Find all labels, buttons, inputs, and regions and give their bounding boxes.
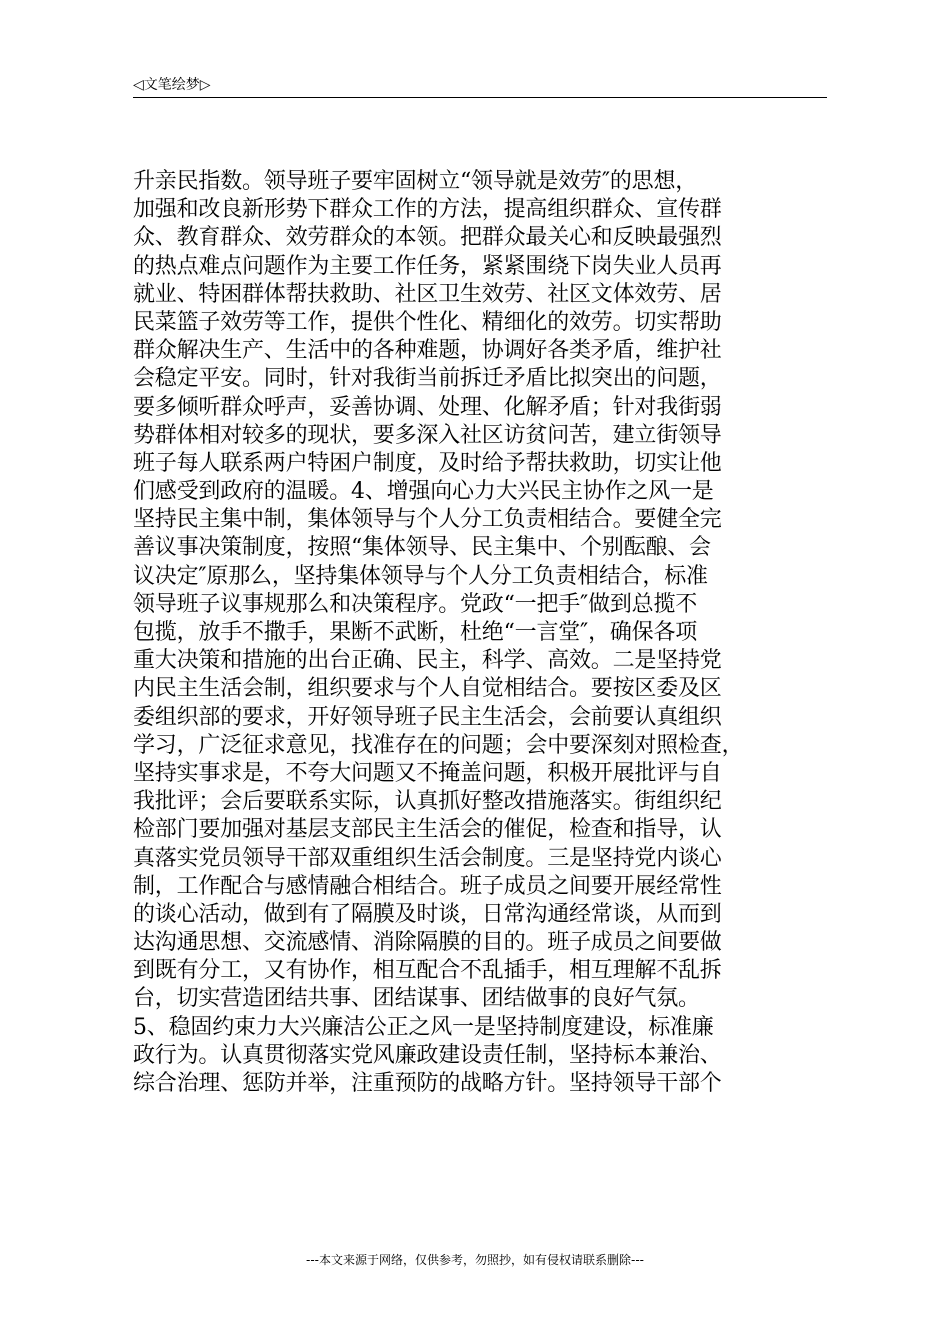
body-line: 检部门要加强对基层支部民主生活会的催促，检查和指导，认 xyxy=(133,817,722,843)
body-line: 内民主生活会制，组织要求与个人自觉相结合。要按区委及区 xyxy=(133,676,722,702)
page-header xyxy=(133,76,827,98)
body-line: 议决定″原那么，坚持集体领导与个人分工负责相结合，标准 xyxy=(133,563,708,589)
body-line: 要多倾听群众呼声，妥善协调、处理、化解矛盾；针对我街弱 xyxy=(133,394,722,420)
body-line: 我批评；会后要联系实际，认真抓好整改措施落实。街组织纪 xyxy=(133,789,722,815)
body-line: 就业、特困群体帮扶救助、社区卫生效劳、社区文体效劳、居 xyxy=(133,281,722,307)
header-divider xyxy=(133,97,827,98)
body-line: 领导班子议事规那么和决策程序。党政“一把手″做到总揽不 xyxy=(133,591,698,617)
body-line: 加强和改良新形势下群众工作的方法，提高组织群众、宣传群 xyxy=(133,197,722,223)
body-line: 综合治理、惩防并举，注重预防的战略方针。坚持领导干部个 xyxy=(133,1071,722,1096)
body-line: 升亲民指数。领导班子要牢固树立“领导就是效劳″的思想， xyxy=(133,169,698,194)
body-line: 善议事决策制度，按照“集体领导、民主集中、个别酝酿、会 xyxy=(133,535,711,561)
body-line: 的热点难点问题作为主要工作任务，紧紧围绕下岗失业人员再 xyxy=(133,253,722,279)
body-line: 班子每人联系两户特困户制度，及时给予帮扶救助，切实让他 xyxy=(133,450,722,476)
body-line: 包揽，放手不撒手，果断不武断，杜绝“一言堂″，确保各项 xyxy=(133,620,698,645)
body-line: 坚持民主集中制，集体领导与个人分工负责相结合。要健全完 xyxy=(133,507,722,533)
body-line: 台，切实营造团结共事、团结谋事、团结做事的良好气氛。 xyxy=(133,986,700,1012)
body-line: 民菜篮子效劳等工作，提供个性化、精细化的效劳。切实帮助 xyxy=(133,309,722,335)
document-body xyxy=(133,168,833,1098)
body-line: 们感受到政府的温暖。4、增强向心力大兴民主协作之风一是 xyxy=(133,479,714,505)
body-line: 众、教育群众、效劳群众的本领。把群众最关心和反映最强烈 xyxy=(133,225,722,251)
body-line: 的谈心活动，做到有了隔膜及时谈，日常沟通经常谈，从而到 xyxy=(133,901,722,927)
body-line: 学习，广泛征求意见，找准存在的问题；会中要深刻对照检查， xyxy=(133,732,744,758)
body-line: 真落实党员领导干部双重组织生活会制度。三是坚持党内谈心 xyxy=(133,845,722,871)
body-line: 5、稳固约束力大兴廉洁公正之风一是坚持制度建设，标准廉 xyxy=(133,1014,714,1040)
body-line: 会稳定平安。同时，针对我街当前拆迁矛盾比拟突出的问题， xyxy=(133,366,722,392)
body-line: 重大决策和措施的出台正确、民主，科学、高效。二是坚持党 xyxy=(133,648,722,674)
body-line: 坚持实事求是，不夸大问题又不掩盖问题，积极开展批评与自 xyxy=(133,760,722,786)
body-line: 群众解决生产、生活中的各种难题，协调好各类矛盾，维护社 xyxy=(133,338,722,364)
body-line: 制，工作配合与感情融合相结合。班子成员之间要开展经常性 xyxy=(133,873,722,899)
body-line: 政行为。认真贯彻落实党风廉政建设责任制，坚持标本兼治、 xyxy=(133,1042,722,1068)
page-footer: ---本文来源于网络，仅供参考，勿照抄，如有侵权请联系删除--- xyxy=(306,1253,644,1267)
body-line: 势群体相对较多的现状，要多深入社区访贫问苦，建立街领导 xyxy=(133,422,722,448)
body-line: 达沟通思想、交流感情、消除隔膜的目的。班子成员之间要做 xyxy=(133,930,722,956)
header-title: ◁文笔绘梦▷ xyxy=(133,77,211,93)
body-line: 委组织部的要求，开好领导班子民主生活会，会前要认真组织 xyxy=(133,704,722,730)
body-line: 到既有分工，又有协作，相互配合不乱插手，相互理解不乱拆 xyxy=(133,958,722,984)
